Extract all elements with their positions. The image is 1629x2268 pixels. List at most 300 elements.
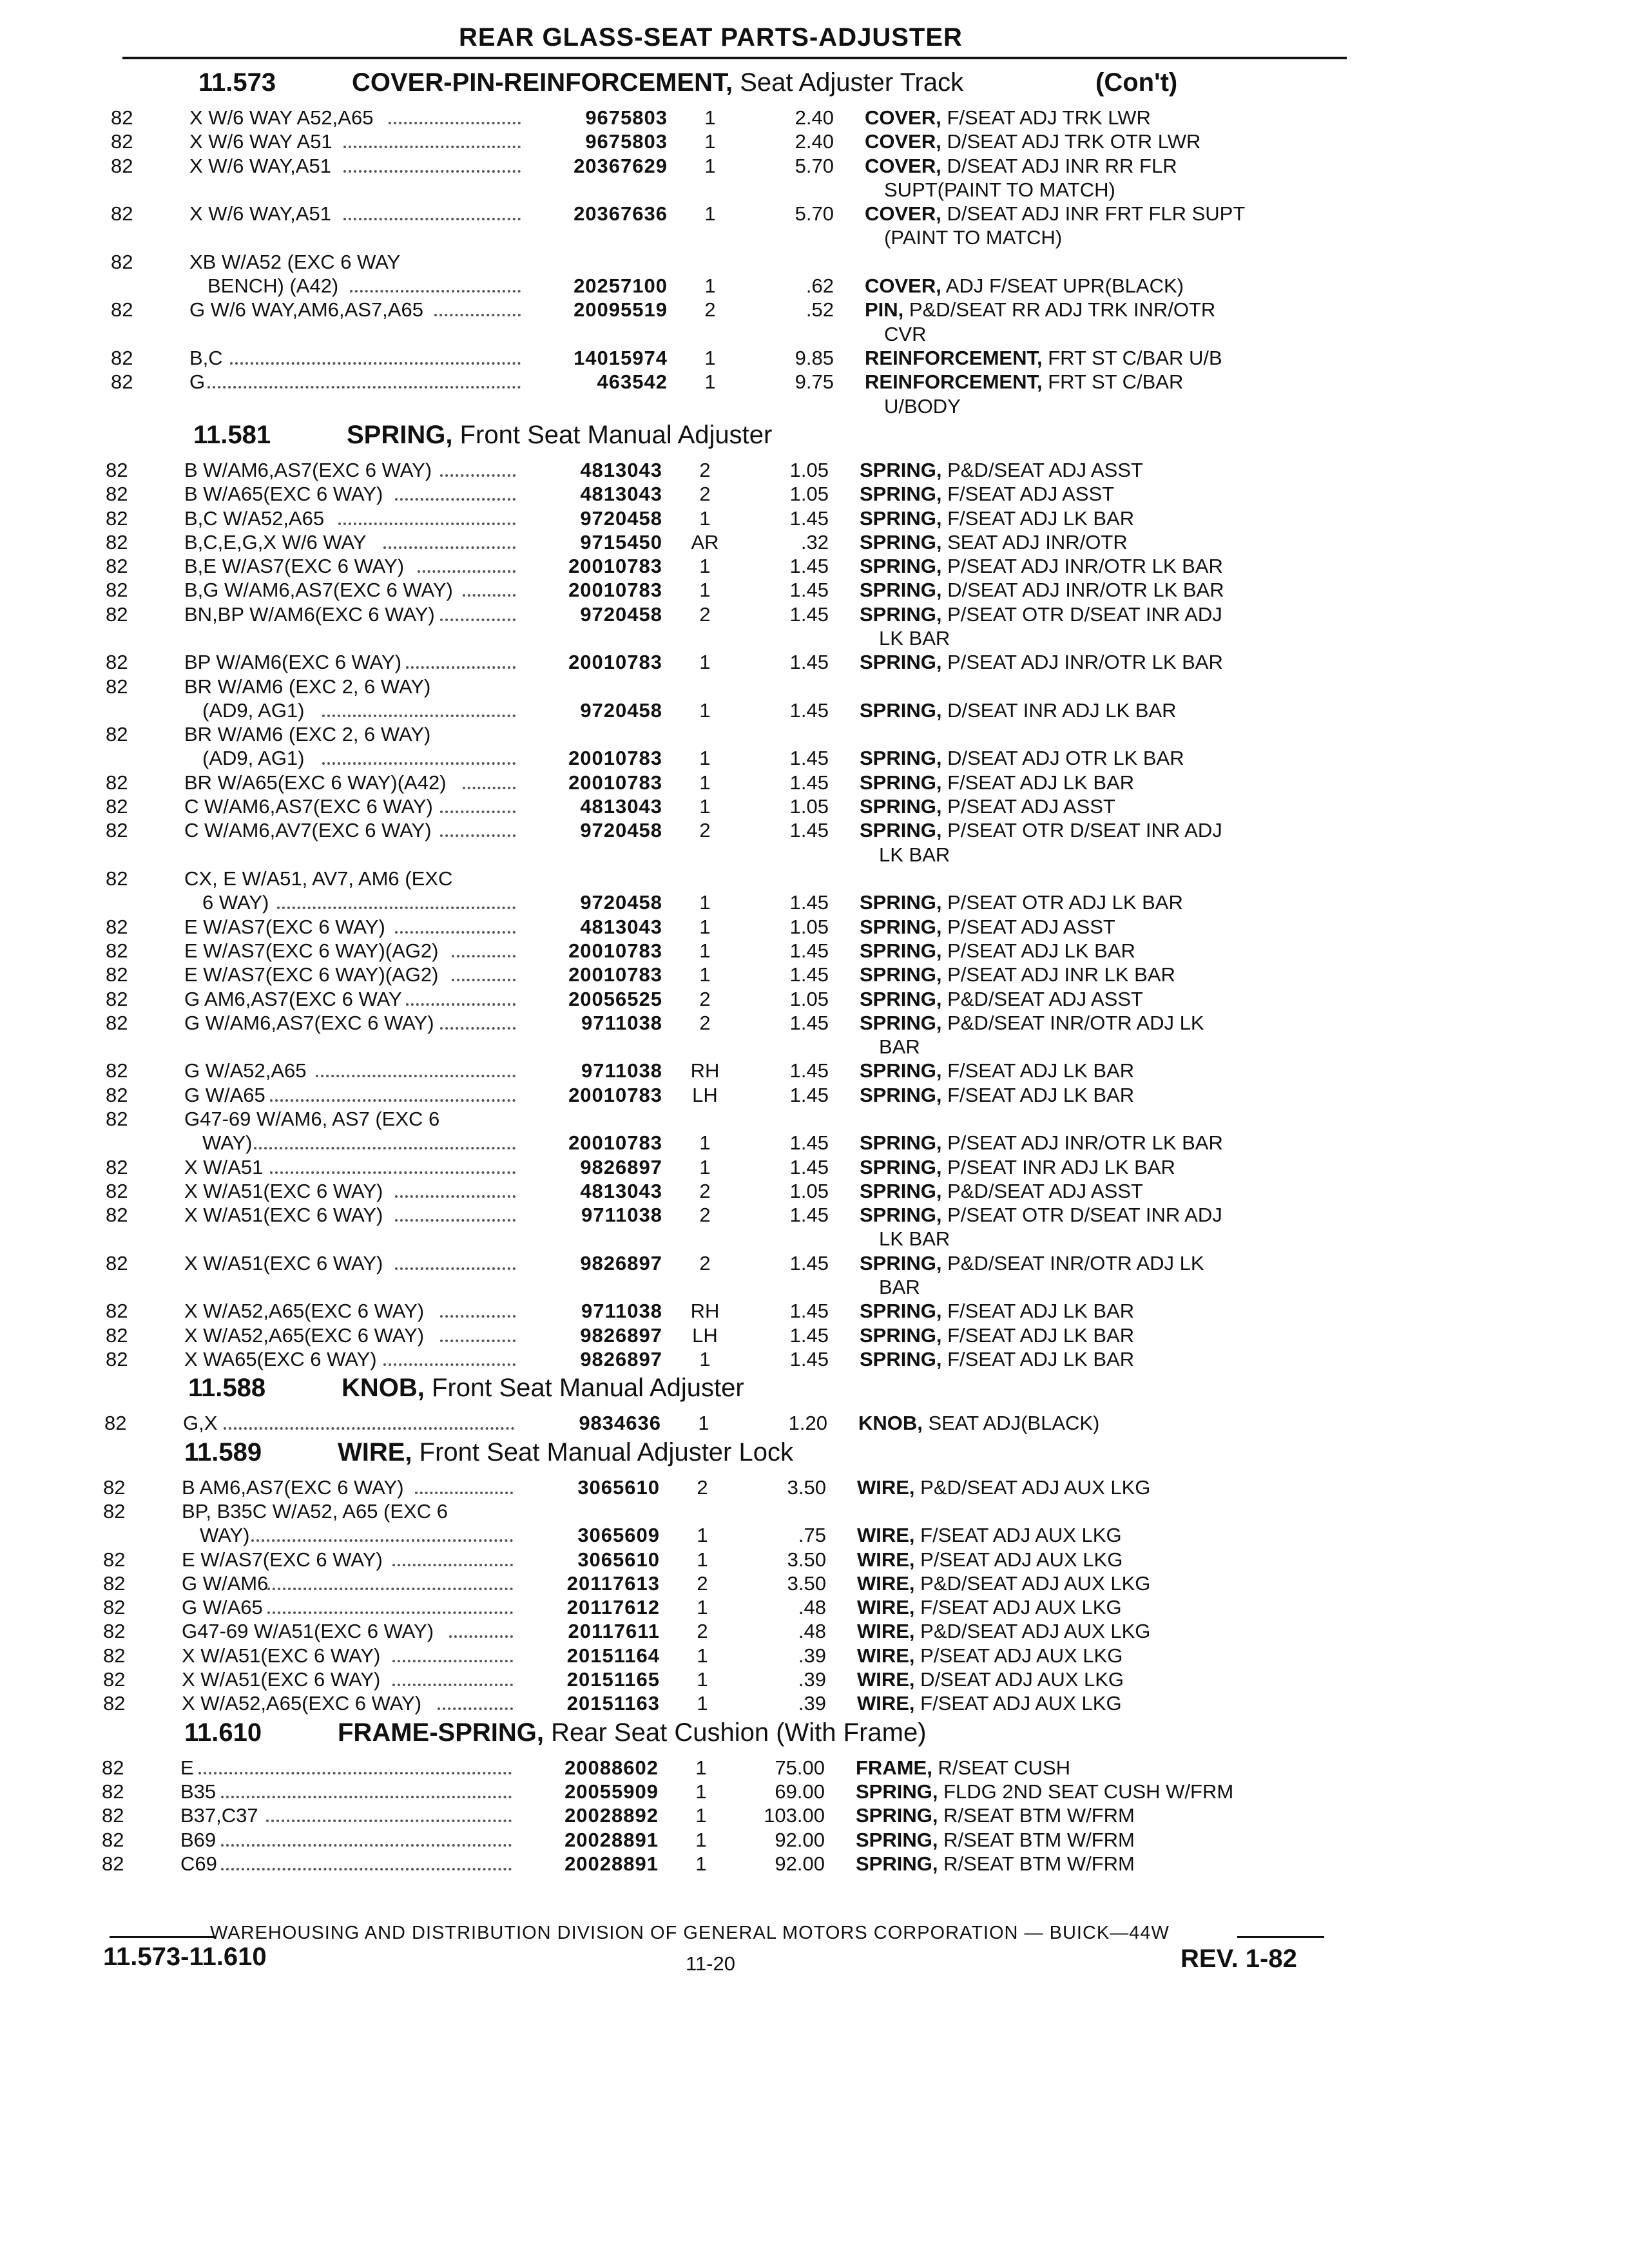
- quantity: 1: [697, 1692, 708, 1715]
- usage: B AM6,AS7(EXC 6 WAY): [182, 1475, 404, 1499]
- quantity: 1: [704, 370, 716, 394]
- usage: X W/A51(EXC 6 WAY): [182, 1668, 381, 1691]
- description-text: F/SEAT ADJ AUX LKG: [914, 1596, 1122, 1619]
- part-number: 4813043: [580, 1179, 662, 1202]
- price: 2.40: [795, 130, 834, 153]
- model-year: 82: [111, 298, 133, 322]
- price: 1.05: [789, 458, 829, 481]
- description-text: R/SEAT BTM W/FRM: [938, 1828, 1135, 1851]
- description-text: F/SEAT ADJ LK BAR: [941, 1323, 1135, 1347]
- description: [860, 1323, 1134, 1347]
- description-keyword: WIRE,: [857, 1524, 915, 1547]
- description-keyword: SPRING,: [860, 555, 942, 578]
- part-number: 9826897: [580, 1155, 662, 1178]
- description-keyword: WIRE,: [857, 1620, 915, 1643]
- quantity: 2: [699, 1011, 711, 1034]
- usage: G W/A65: [184, 1083, 265, 1106]
- description: [860, 963, 1175, 986]
- description-keyword: SPRING,: [860, 819, 942, 842]
- usage: B35: [180, 1780, 217, 1803]
- description-text: P/SEAT ADJ ASST: [941, 795, 1115, 818]
- model-year: 82: [102, 1828, 124, 1851]
- leader-dots: [343, 146, 521, 148]
- description-text: D/SEAT ADJ INR FRT FLR SUPT: [941, 202, 1246, 226]
- price: .32: [800, 530, 829, 553]
- part-number: 20088602: [564, 1756, 659, 1779]
- usage: X W/A51(EXC 6 WAY): [184, 1251, 383, 1274]
- quantity: 1: [699, 747, 711, 770]
- price: 1.45: [789, 1011, 829, 1034]
- description: [860, 530, 1128, 554]
- model-year: 82: [106, 651, 128, 674]
- description: [857, 1475, 1150, 1499]
- description-keyword: SPRING,: [860, 1300, 942, 1323]
- description: [860, 554, 1223, 578]
- price: 1.45: [789, 939, 829, 962]
- model-year: 82: [103, 1475, 126, 1499]
- description-keyword: SPRING,: [860, 1251, 942, 1274]
- part-number: 20010783: [568, 747, 662, 770]
- description-keyword: SPRING,: [860, 1011, 942, 1034]
- quantity: 2: [699, 987, 711, 1010]
- description-continued: LK BAR: [879, 626, 950, 649]
- description-text: P/SEAT ADJ INR/OTR LK BAR: [941, 1131, 1223, 1155]
- description: [860, 1059, 1134, 1082]
- description-keyword: COVER,: [865, 154, 941, 177]
- quantity: 1: [704, 274, 716, 298]
- footer-rule-right: [1237, 1936, 1324, 1938]
- description: [860, 1179, 1143, 1203]
- part-number: 4813043: [580, 795, 662, 818]
- model-year: 82: [111, 347, 133, 369]
- description-continued: U/BODY: [884, 394, 961, 418]
- usage-continued: 6 WAY): [202, 891, 269, 914]
- description-text: F/SEAT ADJ LK BAR: [941, 1083, 1135, 1106]
- usage: E W/AS7(EXC 6 WAY): [184, 915, 385, 938]
- model-year: 82: [106, 1204, 128, 1227]
- model-year: 82: [106, 867, 128, 890]
- description-continued: LK BAR: [879, 843, 950, 866]
- part-number: 20010783: [568, 963, 662, 986]
- usage: BR W/A65(EXC 6 WAY)(A42): [184, 771, 447, 794]
- quantity: 1: [704, 106, 716, 129]
- quantity: 1: [699, 555, 711, 578]
- quantity: 1: [699, 891, 711, 914]
- model-year: 82: [106, 1155, 128, 1178]
- part-number: 9720458: [580, 602, 662, 626]
- leader-dots: [221, 1844, 512, 1847]
- description-keyword: WIRE,: [857, 1644, 915, 1667]
- part-number: 14015974: [574, 347, 668, 369]
- part-number: 9826897: [580, 1251, 662, 1274]
- usage: BP, B35C W/A52, A65 (EXC 6: [182, 1499, 448, 1523]
- part-number: 20151163: [566, 1692, 660, 1715]
- description-keyword: SPRING,: [860, 795, 942, 818]
- section-title-keyword: KNOB,: [342, 1374, 425, 1403]
- description: [860, 890, 1183, 914]
- quantity: 1: [697, 1644, 708, 1667]
- description-text: P&D/SEAT ADJ ASST: [941, 458, 1143, 481]
- description: [860, 939, 1135, 963]
- usage: BN,BP W/AM6(EXC 6 WAY): [184, 602, 435, 626]
- part-number: 20028891: [564, 1828, 659, 1851]
- description-text: F/SEAT ADJ LK BAR: [941, 1059, 1135, 1082]
- model-year: 82: [106, 1108, 128, 1130]
- description: [857, 1644, 1123, 1667]
- description-text: FRT ST C/BAR: [1042, 370, 1184, 394]
- usage: X W/A51(EXC 6 WAY): [184, 1179, 383, 1202]
- description-text: P&D/SEAT ADJ AUX LKG: [914, 1620, 1151, 1643]
- section-number: 11.588: [188, 1374, 266, 1403]
- part-number: 9711038: [581, 1204, 662, 1227]
- usage: BP W/AM6(EXC 6 WAY): [184, 651, 402, 674]
- description: [860, 506, 1134, 530]
- usage: X W/6 WAY,A51: [189, 154, 331, 177]
- description: [865, 130, 1200, 153]
- usage: E W/AS7(EXC 6 WAY)(AG2): [184, 963, 439, 986]
- footer-division: WAREHOUSING AND DISTRIBUTION DIVISION OF GENERAL MOTORS CORPORATION — BUICK—44W: [210, 1923, 1170, 1943]
- description-keyword: SPRING,: [860, 602, 942, 626]
- usage: G W/A52,A65: [184, 1059, 307, 1082]
- description-keyword: SPRING,: [860, 1323, 942, 1347]
- description: [857, 1691, 1122, 1715]
- description: [860, 1083, 1134, 1107]
- quantity: RH: [690, 1300, 720, 1323]
- section-title-keyword: COVER-PIN-REINFORCEMENT,: [352, 68, 733, 97]
- description-text: F/SEAT ADJ LK BAR: [941, 506, 1135, 530]
- description-keyword: SPRING,: [860, 458, 942, 481]
- usage: X W/6 WAY A52,A65: [189, 106, 374, 129]
- usage: E: [180, 1756, 194, 1779]
- price: 103.00: [764, 1804, 825, 1827]
- description: [860, 1203, 1222, 1227]
- price: 1.05: [789, 483, 829, 506]
- description: [860, 482, 1114, 506]
- description: [856, 1828, 1135, 1852]
- description-text: D/SEAT ADJ OTR LK BAR: [941, 747, 1184, 770]
- description-text: F/SEAT ADJ AUX LKG: [914, 1692, 1122, 1715]
- description: [856, 1780, 1233, 1803]
- model-year: 82: [106, 1300, 128, 1323]
- description-keyword: SPRING,: [860, 939, 942, 962]
- description: [857, 1571, 1150, 1595]
- description: [860, 602, 1222, 626]
- description: [860, 458, 1143, 482]
- model-year: 82: [102, 1756, 124, 1779]
- price: 92.00: [775, 1828, 825, 1851]
- price: 1.45: [789, 891, 829, 914]
- description-text: FRT ST C/BAR U/B: [1042, 347, 1222, 369]
- part-number: 4813043: [580, 483, 662, 506]
- part-number: 463542: [597, 370, 668, 394]
- model-year: 82: [104, 1412, 127, 1435]
- description-keyword: COVER,: [865, 106, 941, 129]
- part-number: 9720458: [580, 891, 662, 914]
- quantity: 2: [699, 819, 711, 842]
- description-keyword: SPRING,: [860, 891, 942, 914]
- description-keyword: SPRING,: [860, 1059, 942, 1082]
- quantity: 1: [699, 915, 711, 938]
- usage: G W/AM6,AS7(EXC 6 WAY): [184, 1011, 434, 1034]
- price: 1.45: [789, 1059, 829, 1082]
- price: 1.45: [789, 1323, 829, 1347]
- description-keyword: COVER,: [865, 274, 941, 298]
- part-number: 9826897: [580, 1348, 662, 1370]
- part-number: 20257100: [574, 274, 668, 298]
- model-year: 82: [106, 795, 128, 818]
- quantity: 1: [699, 579, 711, 602]
- model-year: 82: [103, 1596, 126, 1619]
- model-year: 82: [106, 1348, 128, 1370]
- part-number: 20010783: [568, 771, 662, 794]
- section-title: [338, 1718, 927, 1747]
- part-number: 20151165: [566, 1668, 660, 1691]
- usage: X W/A51(EXC 6 WAY): [184, 1204, 383, 1227]
- section-title-continued: (Con't): [1095, 68, 1178, 97]
- model-year: 82: [103, 1644, 126, 1667]
- price: 1.05: [789, 1179, 829, 1202]
- quantity: 1: [697, 1668, 708, 1691]
- part-number: 20010783: [568, 555, 662, 578]
- description-continued: LK BAR: [879, 1227, 950, 1251]
- quantity: 1: [699, 651, 711, 674]
- model-year: 82: [106, 458, 128, 481]
- description: [860, 987, 1143, 1011]
- quantity: 1: [704, 202, 716, 226]
- description: [860, 1011, 1204, 1035]
- section-title: [338, 1438, 793, 1467]
- quantity: 2: [699, 458, 711, 481]
- part-number: 9720458: [580, 698, 662, 722]
- description-continued: SUPT(PAINT TO MATCH): [884, 178, 1115, 201]
- leader-dots: [221, 1796, 512, 1798]
- description-keyword: PIN,: [865, 298, 904, 322]
- leader-dots: [343, 218, 521, 220]
- price: .39: [798, 1692, 826, 1715]
- description: [865, 202, 1245, 226]
- description-text: F/SEAT ADJ TRK LWR: [941, 106, 1151, 129]
- description-text: P&D/SEAT RR ADJ TRK INR/OTR: [903, 298, 1216, 322]
- usage: B W/A65(EXC 6 WAY): [184, 483, 383, 506]
- price: .39: [798, 1668, 826, 1691]
- description-text: P&D/SEAT ADJ ASST: [941, 1179, 1143, 1202]
- description: [860, 578, 1224, 602]
- description-keyword: WIRE,: [857, 1548, 915, 1571]
- description: [860, 746, 1184, 770]
- section-title: [352, 68, 963, 97]
- quantity: 2: [697, 1475, 708, 1499]
- price: 2.40: [795, 106, 834, 129]
- part-number: 20367629: [574, 154, 668, 177]
- part-number: 9711038: [581, 1300, 662, 1323]
- model-year: 82: [102, 1780, 124, 1803]
- section-title: [342, 1374, 744, 1403]
- section-number: 11.589: [184, 1437, 262, 1466]
- part-number: 9675803: [585, 130, 668, 153]
- leader-dots: [343, 170, 521, 173]
- description-text: D/SEAT INR ADJ LK BAR: [941, 698, 1177, 722]
- model-year: 82: [106, 1179, 128, 1202]
- description-keyword: SPRING,: [860, 1348, 942, 1370]
- quantity: 2: [699, 1251, 711, 1274]
- description: [857, 1548, 1123, 1571]
- part-number: 9675803: [585, 106, 668, 129]
- quantity: 1: [699, 698, 711, 722]
- quantity: LH: [692, 1323, 718, 1347]
- description-keyword: SPRING,: [860, 1155, 942, 1178]
- description-text: P&D/SEAT ADJ AUX LKG: [914, 1475, 1151, 1499]
- page-header-title: REAR GLASS-SEAT PARTS-ADJUSTER: [459, 23, 963, 52]
- model-year: 82: [106, 602, 128, 626]
- footer-page-number: 11-20: [686, 1952, 735, 1975]
- model-year: 82: [106, 1059, 128, 1082]
- description-text: P/SEAT ADJ ASST: [941, 915, 1115, 938]
- description-text: P/SEAT OTR D/SEAT INR ADJ: [941, 1204, 1222, 1227]
- quantity: 1: [699, 939, 711, 962]
- model-year: 82: [102, 1804, 124, 1827]
- quantity: RH: [690, 1059, 720, 1082]
- price: 1.45: [789, 555, 829, 578]
- part-number: 9720458: [580, 506, 662, 530]
- price: 1.45: [789, 506, 829, 530]
- usage-continued: WAY): [202, 1131, 253, 1155]
- section-number: 11.573: [198, 68, 276, 97]
- section-title-keyword: FRAME-SPRING,: [338, 1718, 544, 1747]
- description-text: P/SEAT OTR D/SEAT INR ADJ: [941, 819, 1222, 842]
- description-text: P/SEAT OTR ADJ LK BAR: [941, 891, 1183, 914]
- description: [860, 1131, 1223, 1155]
- usage: B37,C37: [180, 1804, 258, 1827]
- description-continued: (PAINT TO MATCH): [884, 226, 1063, 249]
- description: [857, 1595, 1122, 1619]
- usage: XB W/A52 (EXC 6 WAY: [189, 250, 401, 273]
- description-keyword: SPRING,: [860, 530, 942, 553]
- section-title-text: Seat Adjuster Track: [733, 68, 964, 97]
- model-year: 82: [106, 963, 128, 986]
- section-title-keyword: SPRING,: [347, 420, 453, 449]
- description-keyword: WIRE,: [857, 1475, 915, 1499]
- description-text: ADJ F/SEAT UPR(BLACK): [941, 274, 1184, 298]
- model-year: 82: [111, 370, 133, 394]
- quantity: 1: [695, 1756, 707, 1779]
- usage-continued: (AD9, AG1): [202, 698, 305, 722]
- price: .62: [805, 274, 834, 298]
- part-number: 20367636: [574, 202, 668, 226]
- model-year: 82: [106, 771, 128, 794]
- description-keyword: SPRING,: [860, 1083, 942, 1106]
- description: [865, 274, 1184, 298]
- description: [860, 1155, 1175, 1179]
- model-year: 82: [103, 1548, 126, 1571]
- usage: G47-69 W/A51(EXC 6 WAY): [182, 1620, 434, 1643]
- quantity: 2: [699, 602, 711, 626]
- price: .75: [798, 1524, 826, 1547]
- quantity: 1: [697, 1524, 708, 1547]
- price: 1.45: [789, 1251, 829, 1274]
- quantity: 1: [695, 1852, 707, 1875]
- leader-dots: [316, 1075, 516, 1077]
- usage: X W/A52,A65(EXC 6 WAY): [182, 1692, 422, 1715]
- usage: X W/A52,A65(EXC 6 WAY): [184, 1300, 425, 1323]
- description-keyword: SPRING,: [860, 483, 942, 506]
- usage: B69: [180, 1828, 217, 1851]
- quantity: 1: [695, 1780, 707, 1803]
- description: [860, 915, 1115, 939]
- section-title-text: Front Seat Manual Adjuster: [424, 1374, 744, 1403]
- part-number: 9826897: [580, 1323, 662, 1347]
- description-keyword: SPRING,: [860, 1179, 942, 1202]
- usage-continued: (AD9, AG1): [202, 747, 305, 770]
- description-text: F/SEAT ADJ LK BAR: [941, 1300, 1135, 1323]
- description-text: D/SEAT ADJ TRK OTR LWR: [941, 130, 1201, 153]
- usage: X W/A51: [184, 1155, 264, 1178]
- description-text: F/SEAT ADJ LK BAR: [941, 1348, 1135, 1370]
- description-text: D/SEAT ADJ INR/OTR LK BAR: [941, 579, 1224, 602]
- price: 1.45: [789, 698, 829, 722]
- description: [856, 1756, 1070, 1780]
- description-keyword: SPRING,: [860, 771, 942, 794]
- description-text: P&D/SEAT INR/OTR ADJ LK: [941, 1251, 1204, 1274]
- usage: C W/AM6,AV7(EXC 6 WAY): [184, 819, 432, 842]
- model-year: 82: [102, 1852, 124, 1875]
- description: [860, 698, 1177, 722]
- description-text: D/SEAT ADJ AUX LKG: [914, 1668, 1124, 1691]
- price: 1.45: [789, 602, 829, 626]
- description-text: R/SEAT BTM W/FRM: [938, 1852, 1135, 1875]
- usage: BR W/AM6 (EXC 2, 6 WAY): [184, 723, 431, 746]
- price: .52: [805, 298, 834, 322]
- quantity: 1: [704, 347, 716, 369]
- usage: B W/AM6,AS7(EXC 6 WAY): [184, 458, 432, 481]
- usage: G W/6 WAY,AM6,AS7,A65: [189, 298, 423, 322]
- description-keyword: FRAME,: [856, 1756, 932, 1779]
- model-year: 82: [111, 154, 133, 177]
- leader-dots: [267, 1588, 513, 1590]
- model-year: 82: [111, 250, 133, 273]
- part-number: 20010783: [568, 939, 662, 962]
- description-keyword: COVER,: [865, 130, 941, 153]
- usage-continued: WAY): [200, 1524, 250, 1547]
- model-year: 82: [106, 1251, 128, 1274]
- description: [865, 298, 1215, 322]
- quantity: 2: [697, 1620, 708, 1643]
- model-year: 82: [106, 530, 128, 553]
- description-text: SEAT ADJ INR/OTR: [941, 530, 1128, 553]
- quantity: 1: [699, 795, 711, 818]
- model-year: 82: [106, 579, 128, 602]
- quantity: AR: [691, 530, 719, 553]
- section-number: 11.610: [184, 1718, 262, 1747]
- usage: B,C,E,G,X W/6 WAY: [184, 530, 367, 553]
- usage: C69: [180, 1852, 217, 1875]
- model-year: 82: [103, 1499, 126, 1523]
- leader-dots: [270, 1171, 516, 1174]
- footer-rule-left: [110, 1936, 216, 1938]
- description-keyword: SPRING,: [856, 1852, 938, 1875]
- part-number: 20010783: [568, 579, 662, 602]
- price: 5.70: [795, 202, 834, 226]
- usage: BR W/AM6 (EXC 2, 6 WAY): [184, 675, 431, 698]
- quantity: 1: [697, 1548, 708, 1571]
- description-keyword: REINFORCEMENT,: [865, 347, 1043, 369]
- quantity: 1: [699, 963, 711, 986]
- part-number: 20010783: [568, 1131, 662, 1155]
- description: [856, 1852, 1135, 1876]
- price: 9.75: [795, 370, 834, 394]
- part-number: 3065609: [577, 1524, 660, 1547]
- leader-dots: [198, 1772, 512, 1774]
- description-keyword: SPRING,: [856, 1780, 938, 1803]
